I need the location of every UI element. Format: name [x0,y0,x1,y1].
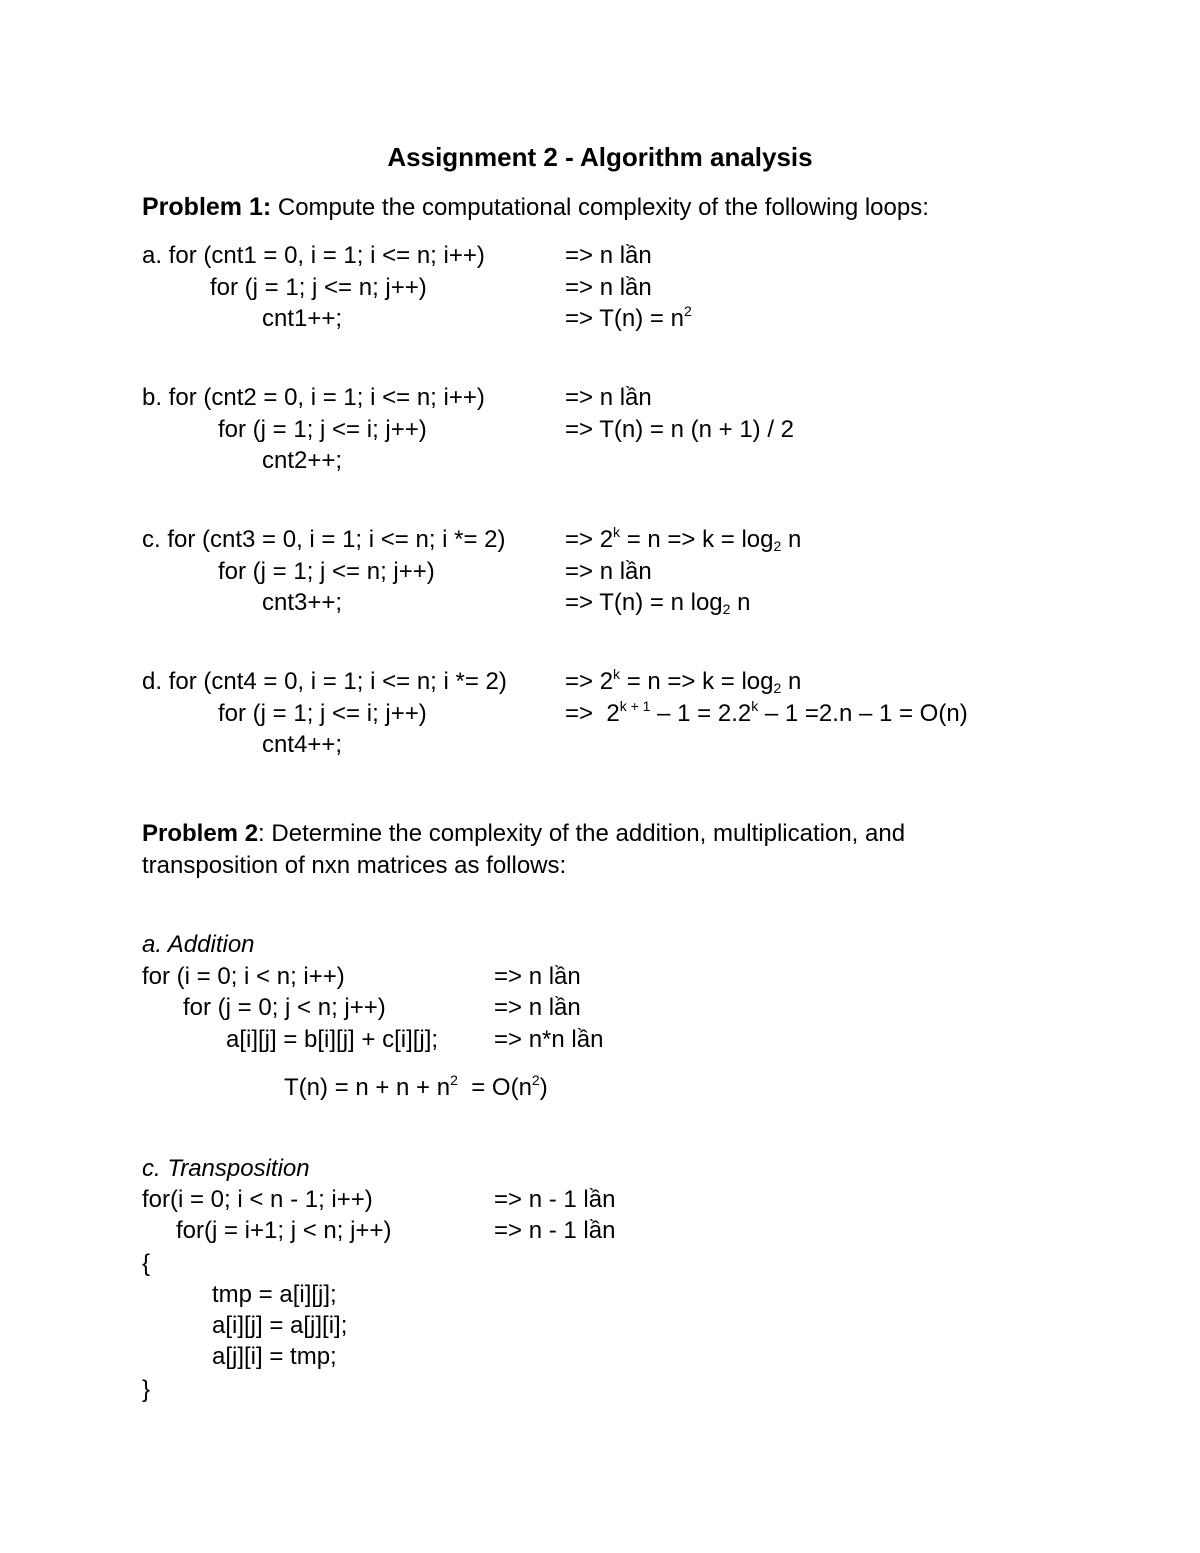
p1c-line3: cnt3++; [262,589,343,616]
add-line1: for (i = 0; i < n; i++) [142,963,345,990]
p1a-result2: => n lần [565,274,652,301]
p1c-line2: for (j = 1; j <= n; j++) [218,558,435,585]
p1c-result1-sub: 2 [773,538,782,554]
p1a-result3 [565,304,692,334]
trans-close-brace: } [142,1376,151,1403]
p1d-result1 [565,667,801,697]
p1c-result3-a: => T(n) = n log [565,589,723,616]
p1c-result1-b: = n => k = log [620,526,774,553]
p1c-result2: => n lần [565,558,652,585]
add-line2: for (j = 0; j < n; j++) [183,994,386,1021]
p1d-result2-c: – 1 =2.n – 1 = O(n) [758,700,968,727]
p1d-result2-b: – 1 = 2.2 [650,700,752,727]
p1c-result1-a: => 2 [565,526,614,553]
add-result1: => n lần [494,963,581,990]
trans-line2: for(j = i+1; j < n; j++) [176,1217,392,1244]
p1c-result1 [565,525,801,555]
add-total-a: T(n) = n + n + n [284,1074,451,1101]
p1d-line3: cnt4++; [262,731,343,758]
p1d-result2-a: => 2 [565,700,620,727]
problem1-text: Compute the computational complexity of the following loops: [271,194,929,221]
p1a-result3-text: => T(n) = n [565,305,684,332]
p1d-result1-c: n [781,668,802,695]
p1c-result1-c: n [781,526,802,553]
problem2-label: Problem 2 [142,820,259,847]
page-title: Assignment 2 - Algorithm analysis [387,142,813,172]
add-result2: => n lần [494,994,581,1021]
add-total-b: = O(n [457,1074,532,1101]
problem1-heading [142,192,929,223]
p1d-result2-exp: k + 1 [619,698,651,714]
add-total-exp: 2 [450,1072,458,1088]
add-total-c: ) [539,1074,548,1101]
trans-line1: for(i = 0; i < n - 1; i++) [142,1186,373,1213]
p1b-line2: for (j = 1; j <= i; j++) [218,416,427,443]
trans-result1: => n - 1 lần [494,1186,616,1213]
p1c-line1: c. for (cnt3 = 0, i = 1; i <= n; i *= 2) [142,526,506,553]
p1a-line2: for (j = 1; j <= n; j++) [210,274,427,301]
p1d-result1-exp: k [613,666,621,682]
p1a-result1: => n lần [565,242,652,269]
addition-heading: a. Addition [142,931,255,958]
trans-result2: => n - 1 lần [494,1217,616,1244]
trans-line4: tmp = a[i][j]; [212,1281,337,1308]
p1d-result2-exp2: k [751,698,759,714]
problem2-text2: transposition of nxn matrices as follows: [142,852,567,879]
transposition-heading: c. Transposition [142,1155,310,1182]
p1d-result2 [565,699,968,729]
add-total-exp2: 2 [531,1072,540,1088]
problem2-heading [142,819,905,849]
p1b-result2: => T(n) = n (n + 1) / 2 [565,416,795,443]
p1a-line3: cnt1++; [262,305,343,332]
p1d-line2: for (j = 1; j <= i; j++) [218,700,427,727]
trans-open-brace: { [142,1250,151,1277]
p1d-result1-a: => 2 [565,668,614,695]
p1b-result1: => n lần [565,384,652,411]
add-total [284,1073,548,1103]
problem2-text1: : Determine the complexity of the addition, multiplication, and [258,820,906,847]
add-result3: => n*n lần [494,1026,604,1053]
p1c-result1-exp: k [613,524,621,540]
p1d-line1: d. for (cnt4 = 0, i = 1; i <= n; i *= 2) [142,668,507,695]
trans-line6: a[j][i] = tmp; [212,1343,337,1370]
p1c-result3 [565,588,750,618]
p1a-line1: a. for (cnt1 = 0, i = 1; i <= n; i++) [142,242,485,269]
p1a-result3-exponent: 2 [683,303,692,319]
trans-line5: a[i][j] = a[j][i]; [212,1312,348,1339]
problem1-label: Problem 1: [142,193,272,221]
p1c-result3-sub: 2 [722,601,731,617]
p1c-result3-b: n [730,589,751,616]
p1b-line3: cnt2++; [262,447,343,474]
p1d-result1-b: = n => k = log [620,668,774,695]
add-line3: a[i][j] = b[i][j] + c[i][j]; [226,1026,439,1053]
p1d-result1-sub: 2 [773,680,782,696]
p1b-line1: b. for (cnt2 = 0, i = 1; i <= n; i++) [142,384,485,411]
